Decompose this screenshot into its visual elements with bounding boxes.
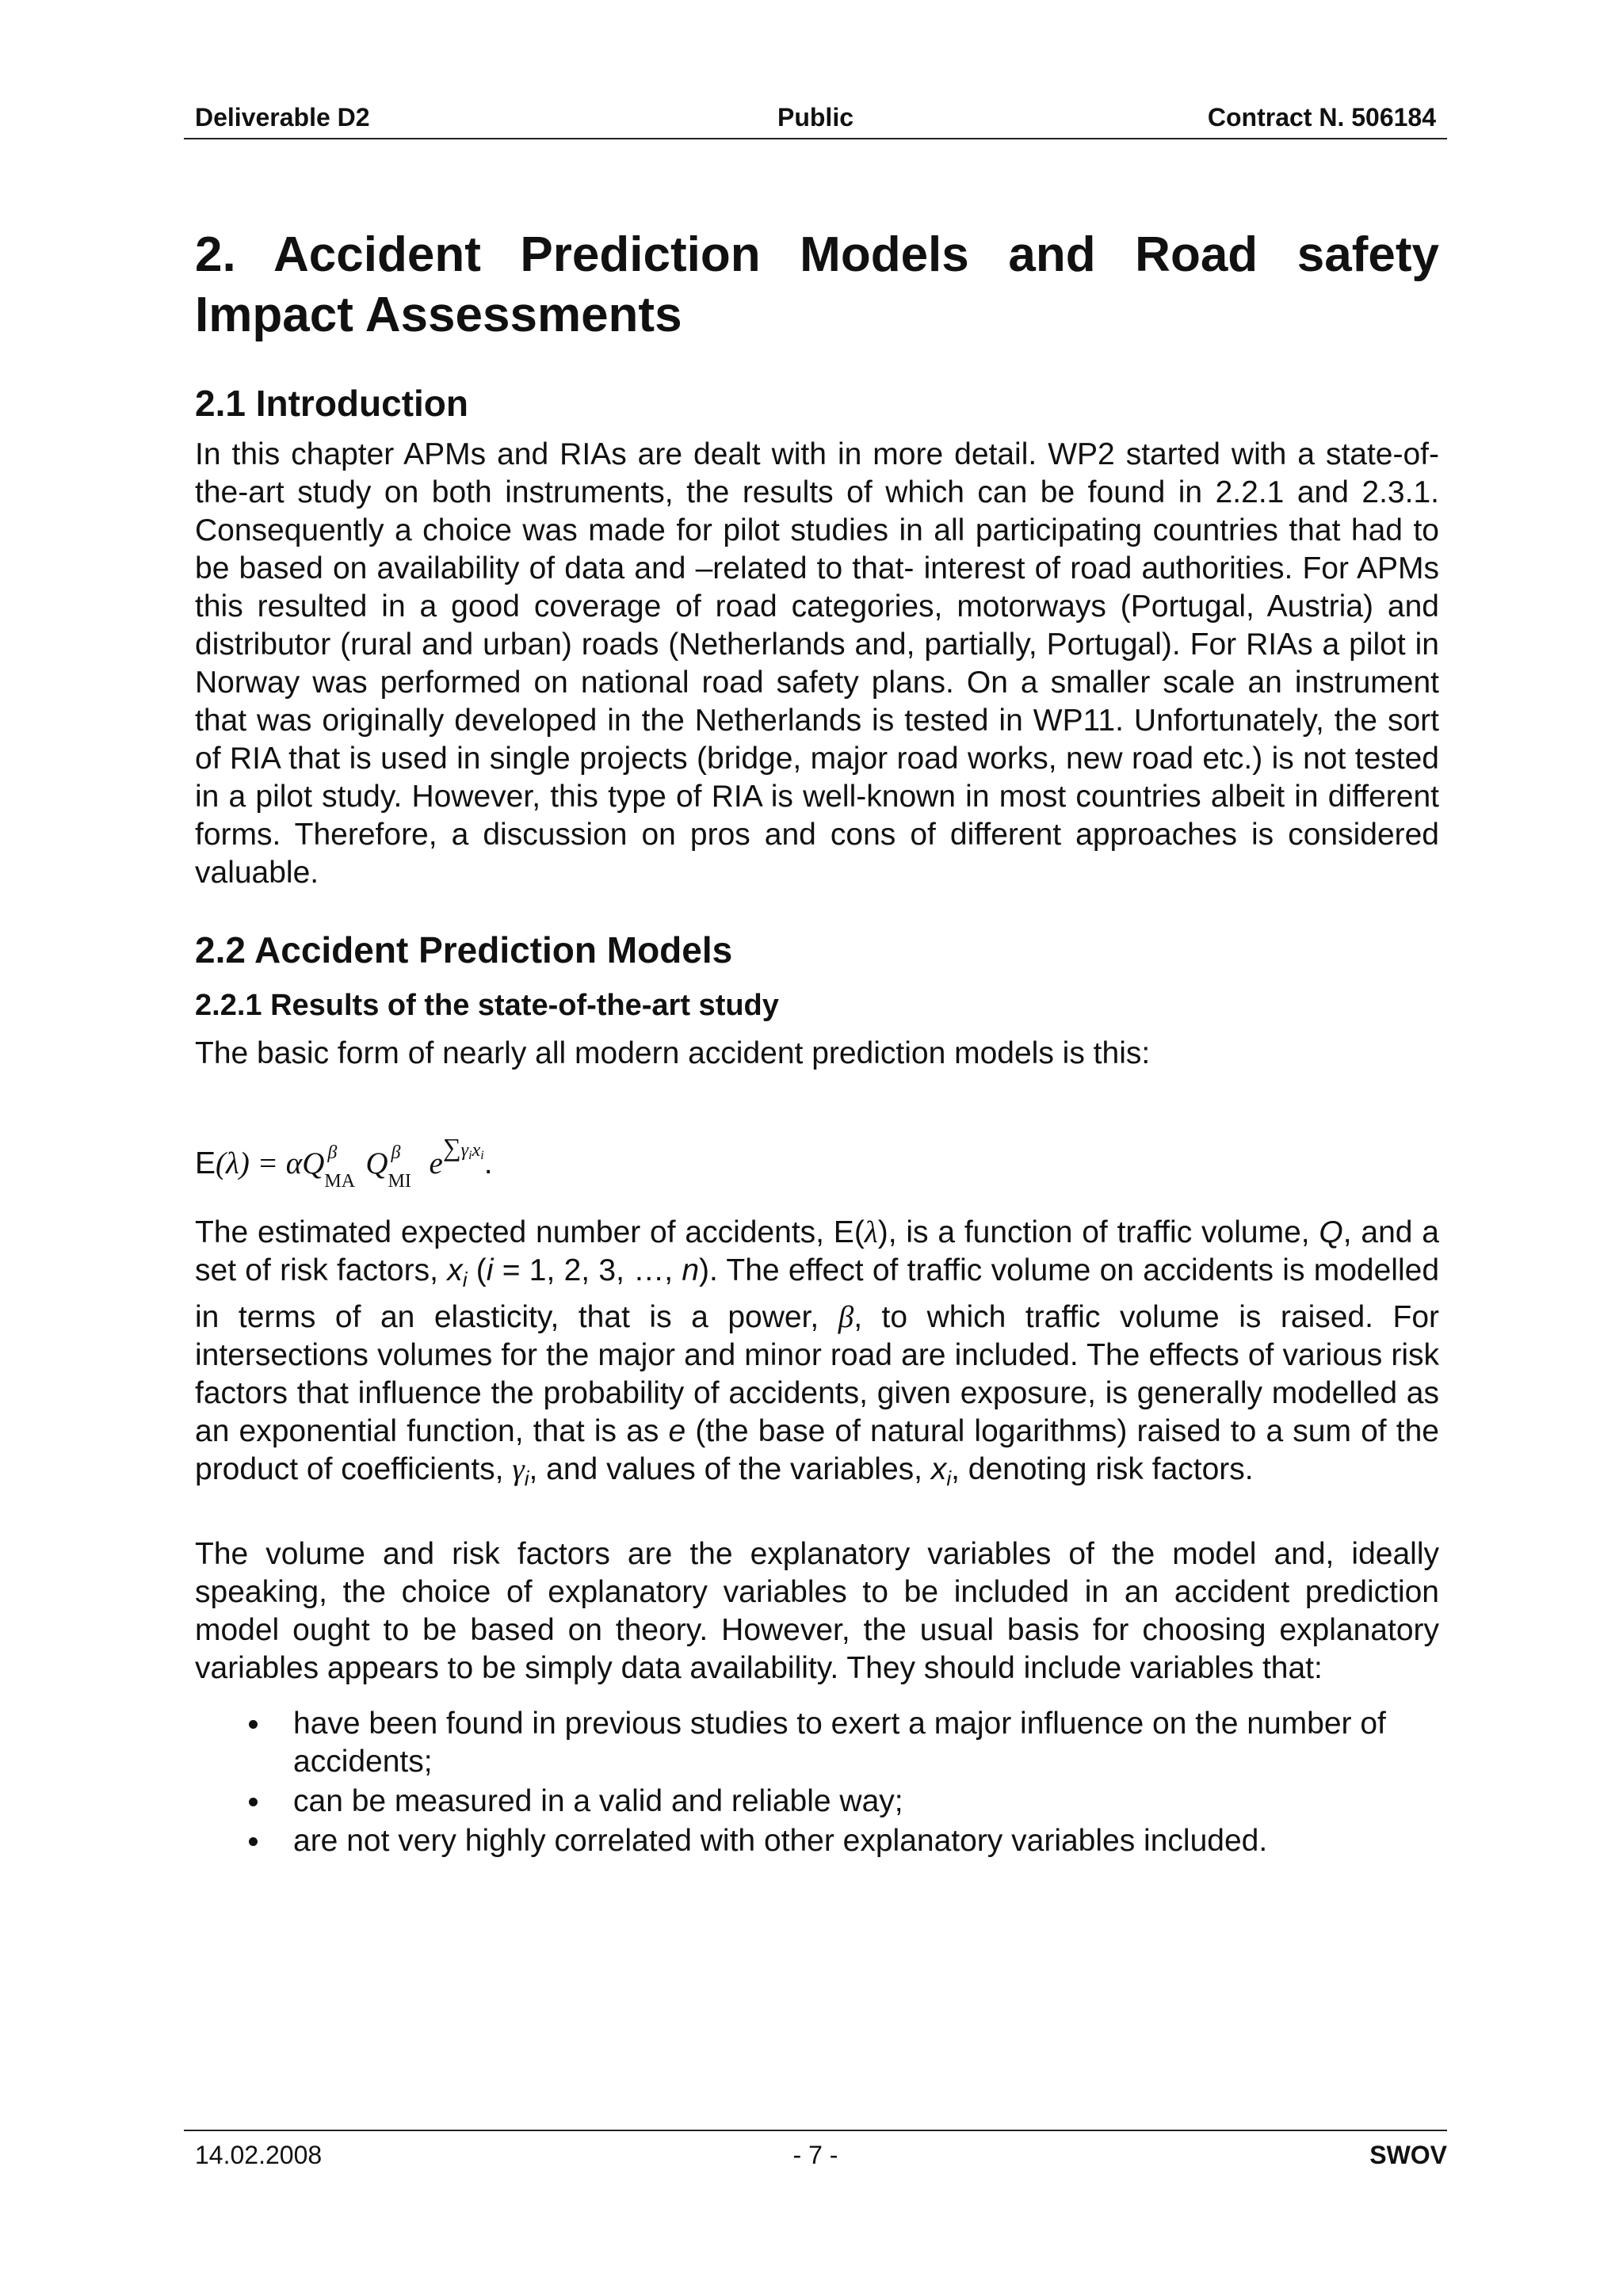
text-run: ), is a function of traffic volume, xyxy=(877,1215,1319,1249)
formula-end: . xyxy=(483,1146,493,1180)
text-run: , and values of the variables, xyxy=(529,1452,931,1486)
formula-lead-paragraph: The basic form of nearly all modern accident prediction models is this: xyxy=(195,1036,1151,1070)
i-subscript: i xyxy=(524,1466,529,1490)
footer-date: 14.02.2008 xyxy=(195,2141,323,2169)
bullet-icon xyxy=(249,1837,258,1846)
page-footer xyxy=(184,2130,1447,2179)
footer-organization: SWOV xyxy=(1369,2141,1447,2169)
i-subscript: i xyxy=(462,1268,468,1291)
gamma-symbol: γ xyxy=(512,1452,525,1486)
header-classification: Public xyxy=(777,103,854,132)
section-title-introduction: 2.1 Introduction xyxy=(195,383,468,424)
text-run: = 1, 2, 3, …, xyxy=(493,1253,682,1287)
list-item-text: can be measured in a valid and reliable way; xyxy=(293,1784,903,1818)
formula-q-major: Q xyxy=(302,1146,325,1180)
formula-e: e xyxy=(429,1146,443,1180)
page-body xyxy=(195,225,1439,1862)
text-run: (the base of natural logarithms) raised to a sum of the product of coefficients, xyxy=(195,1414,1439,1486)
bullet-icon xyxy=(249,1798,258,1806)
formula-sum: ∑ xyxy=(442,1133,461,1161)
formula-major-indices xyxy=(324,1142,365,1192)
list-item xyxy=(195,1822,1439,1860)
text-run: , and a set of risk factors, xyxy=(195,1215,1439,1287)
text-run: , to which traffic volume is raised. For intersections volumes for the major and minor road are included. The effects of various risk factors that influence the probability of accidents, given exposure, is generally modelled as an exponential function, that is as xyxy=(195,1300,1439,1448)
i-symbol: i xyxy=(486,1253,494,1287)
chapter-title: 2. Accident Prediction Models and Road safety Impact Assessments xyxy=(195,227,1439,342)
formula-lhs: E xyxy=(195,1146,216,1180)
subsection-title-state-of-the-art: 2.2.1 Results of the state-of-the-art study xyxy=(195,989,779,1022)
e-symbol: e xyxy=(668,1414,686,1448)
i-subscript: i xyxy=(946,1466,952,1490)
formula-minor-indices xyxy=(388,1142,430,1192)
formula-gamma-index: i xyxy=(468,1149,472,1162)
introduction-paragraph: In this chapter APMs and RIAs are dealt with in more detail. WP2 started with a state-of-the-art study on both instruments, the results of which can be found in 2.2.1 and 2.3.1. Consequently a choice was made for pilot studies in all participating countries that had to be based on availability of data and –related to that- interest of road authorities. For APMs this resulted in a good coverage of road categories, motorways (Portugal, Austria) and distributor (rural and urban) roads (Netherlands and, partially, Portugal). For RIAs a pilot in Norway was performed on national road safety plans. On a smaller scale an instrument that was originally developed in the Netherlands is tested in WP11. Unfortunately, the sort of RIA that is used in single projects (bridge, major road works, new road etc.) is not tested in a pilot study. However, this type of RIA is well-known in most countries albeit in different forms. Therefore, a discussion on pros and cons of different approaches is considered valuable. xyxy=(195,437,1439,890)
x-symbol: x xyxy=(447,1253,463,1287)
lambda-symbol: λ xyxy=(864,1215,878,1249)
explanatory-variables-paragraph: The volume and risk factors are the explanatory variables of the model and, ideally speaking, the choice of explanatory variables to be included in an accident prediction model ought to be based on theory. However, the usual basis for choosing explanatory variables appears to be simply data availability. They should include variables that: xyxy=(195,1537,1439,1685)
x-symbol: x xyxy=(930,1452,947,1486)
header-contract: Contract N. 506184 xyxy=(1207,103,1436,132)
formula-lhs-arg: (λ) = xyxy=(216,1146,286,1180)
formula-exponent xyxy=(442,1133,484,1162)
list-item xyxy=(195,1705,1439,1781)
text-run: ( xyxy=(467,1253,487,1287)
formula-x-index: i xyxy=(480,1149,484,1162)
beta-symbol: β xyxy=(838,1300,854,1334)
text-run: The estimated expected number of accidents, E( xyxy=(195,1215,865,1249)
formula-q-minor: Q xyxy=(365,1146,388,1180)
list-item xyxy=(195,1783,1439,1821)
text-run: , denoting risk factors. xyxy=(951,1452,1254,1486)
footer-page-number: - 7 - xyxy=(792,2141,838,2169)
bullet-icon xyxy=(249,1720,258,1729)
formula-gamma: γ xyxy=(460,1140,469,1161)
criteria-list xyxy=(195,1705,1439,1860)
formula-x: x xyxy=(472,1140,481,1161)
text-run: ). The effect of traffic volume on accidents is modelled in terms of an elasticity, that is a power, xyxy=(195,1253,1440,1334)
formula-sub-minor: MI xyxy=(388,1171,411,1192)
header-deliverable: Deliverable D2 xyxy=(195,103,370,132)
section-title-apm: 2.2 Accident Prediction Models xyxy=(195,929,733,971)
formula-sub-major: MA xyxy=(324,1171,356,1192)
page-header xyxy=(184,101,1447,139)
list-item-text: are not very highly correlated with other explanatory variables included. xyxy=(293,1824,1268,1858)
formula-beta-minor: β xyxy=(391,1142,401,1163)
formula-beta-major: β xyxy=(327,1142,338,1163)
apm-explanation-paragraph xyxy=(195,1214,1439,1497)
list-item-text: have been found in previous studies to exert a major influence on the number of accidents; xyxy=(293,1707,1386,1779)
q-symbol: Q xyxy=(1319,1215,1343,1249)
n-symbol: n xyxy=(682,1253,700,1287)
apm-formula xyxy=(195,1123,1439,1192)
formula-alpha: α xyxy=(285,1146,303,1180)
